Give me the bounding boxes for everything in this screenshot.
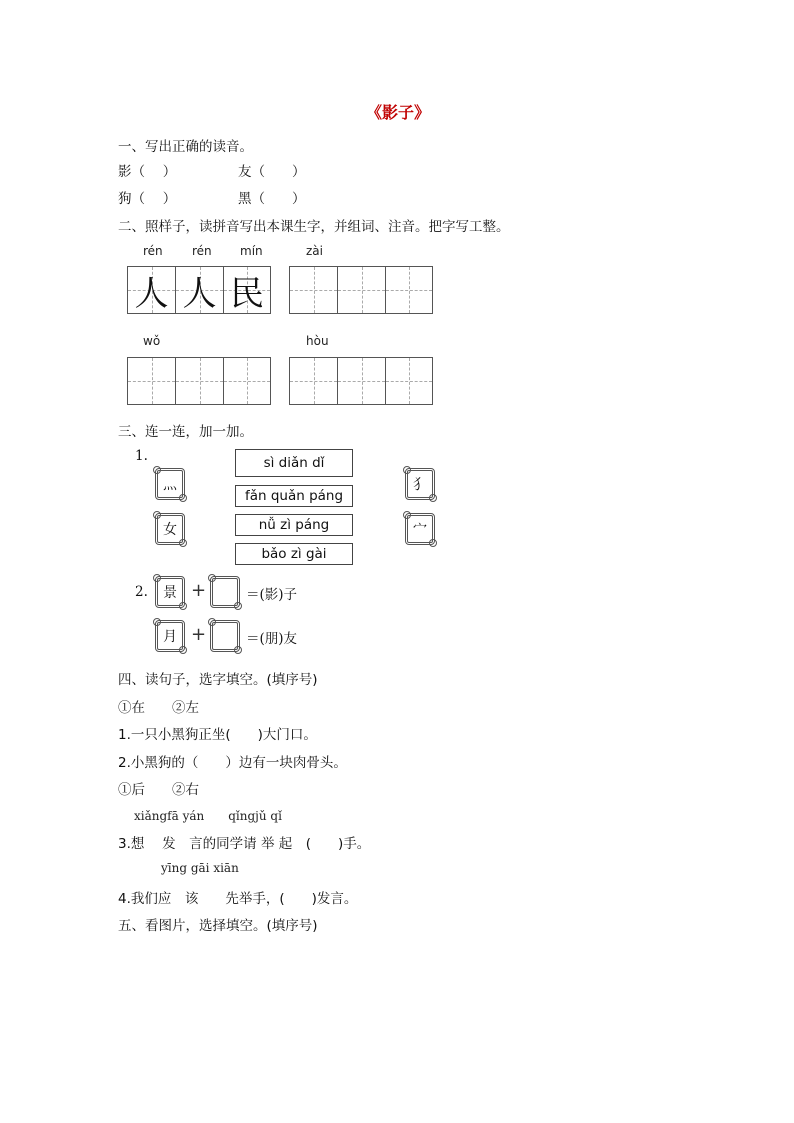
add-frame-blank-1[interactable] <box>210 576 240 608</box>
add-frame-yue: 月 <box>155 620 185 652</box>
add-frame-blank-2[interactable] <box>210 620 240 652</box>
writing-grid-2 <box>289 266 433 314</box>
q1-item-gou: 狗（ ） <box>118 191 177 207</box>
pinyin-zai: zài <box>306 244 323 258</box>
example-char: 民 <box>230 273 264 314</box>
question-2: 2.小黑狗的（ ）边有一块肉骨头。 <box>118 755 347 771</box>
radical-name-box-3: nǚ zì páng <box>235 514 353 536</box>
radical-frame-left-1: 灬 <box>155 468 185 500</box>
grid-cell[interactable] <box>127 357 175 405</box>
section-5-heading: 五、看图片，选择填空。(填序号) <box>118 918 318 934</box>
pinyin-question-4: yīng gāi xiān <box>161 861 239 875</box>
grid-cell[interactable] <box>385 357 433 405</box>
add-result-peng: ＝(朋)友 <box>246 631 298 647</box>
writing-grid-1 <box>127 266 271 314</box>
grid-cell <box>127 266 175 314</box>
sub-item-number-1: 1. <box>135 448 148 464</box>
radical-frame-right-1: 犭 <box>405 468 435 500</box>
question-3: 3.想 发 言的同学请 举 起 ( )手。 <box>118 836 371 852</box>
writing-grid-3 <box>127 357 271 405</box>
q1-item-ying: 影（ ） <box>118 164 177 180</box>
pinyin-ren-1: rén <box>143 244 163 258</box>
plus-sign: + <box>191 624 207 645</box>
question-4: 4.我们应 该 先举手，( )发言。 <box>118 891 358 907</box>
radical-frame-right-2: 宀 <box>405 513 435 545</box>
q1-item-you: 友（ ） <box>238 164 306 180</box>
writing-grid-4 <box>289 357 433 405</box>
pinyin-question-3: xiǎngfā yán qǐngjǔ qǐ <box>134 809 282 823</box>
options-2: ①后 ②右 <box>118 782 199 798</box>
radical-name-box-2: fǎn quǎn páng <box>235 485 353 507</box>
question-1: 1.一只小黑狗正坐( )大门口。 <box>118 727 317 743</box>
section-3-heading: 三、连一连，加一加。 <box>118 424 253 440</box>
pinyin-min: mín <box>240 244 263 258</box>
pinyin-hou: hòu <box>306 334 329 348</box>
grid-cell[interactable] <box>385 266 433 314</box>
example-char: 人 <box>134 273 169 314</box>
sub-item-number-2: 2. <box>135 584 148 600</box>
radical-frame-left-2: 女 <box>155 513 185 545</box>
grid-cell <box>175 266 223 314</box>
pinyin-ren-2: rén <box>192 244 212 258</box>
grid-cell[interactable] <box>337 266 385 314</box>
section-2-heading: 二、照样子，读拼音写出本课生字，并组词、注音。把字写工整。 <box>118 219 510 235</box>
add-frame-jing: 景 <box>155 576 185 608</box>
options-1: ①在 ②左 <box>118 700 199 716</box>
page-title: 《影子》 <box>366 103 431 122</box>
grid-cell[interactable] <box>289 266 337 314</box>
plus-sign: + <box>191 580 207 601</box>
grid-cell[interactable] <box>337 357 385 405</box>
grid-cell[interactable] <box>175 357 223 405</box>
grid-cell[interactable] <box>223 357 271 405</box>
grid-cell <box>223 266 271 314</box>
example-char: 人 <box>182 273 217 314</box>
radical-name-box-4: bǎo zì gài <box>235 543 353 565</box>
add-result-ying: ＝(影)子 <box>246 587 298 603</box>
section-4-heading: 四、读句子，选字填空。(填序号) <box>118 672 318 688</box>
radical-name-box-1: sì diǎn dǐ <box>235 449 353 477</box>
q1-item-hei: 黑（ ） <box>238 191 306 207</box>
section-1-heading: 一、写出正确的读音。 <box>118 139 253 155</box>
grid-cell[interactable] <box>289 357 337 405</box>
pinyin-wo: wǒ <box>143 334 161 348</box>
